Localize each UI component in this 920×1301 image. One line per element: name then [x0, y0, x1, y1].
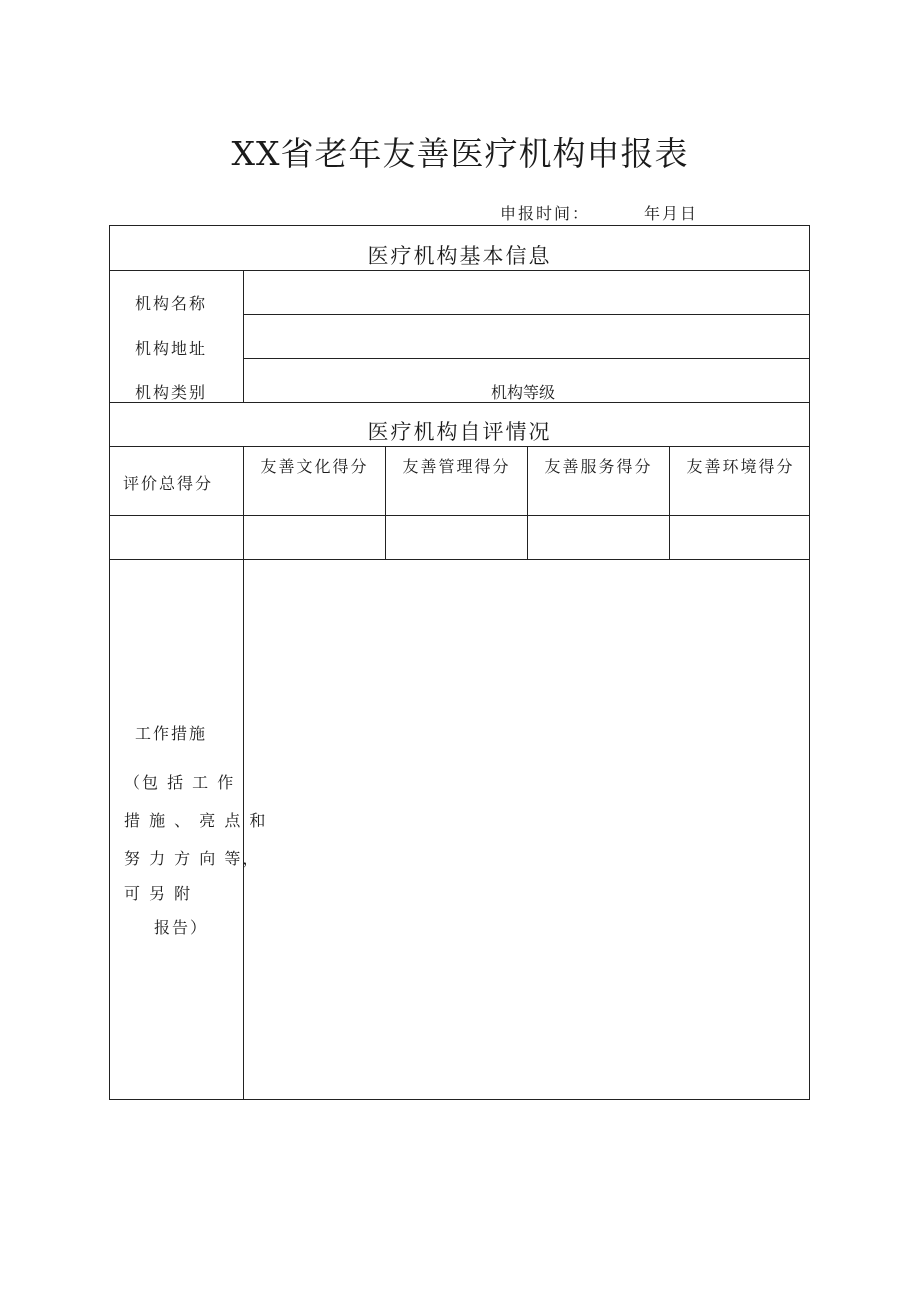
field-label-grade: 机构等级	[491, 383, 556, 402]
field-label-name: 机构名称	[135, 294, 208, 313]
work-measures-label: 工作措施	[135, 724, 208, 743]
note-line: 努 力 方 向 等，	[124, 849, 261, 868]
note-line: 可 另 附	[124, 884, 193, 903]
row-divider	[110, 559, 809, 560]
environment-score-header: 友善环境得分	[686, 457, 795, 476]
date-label: 申报时间：	[500, 204, 591, 223]
row-divider	[110, 270, 809, 271]
column-divider	[243, 270, 244, 402]
declaration-date	[500, 201, 698, 224]
application-form-table	[109, 225, 810, 1100]
total-score-label: 评价总得分	[123, 474, 214, 493]
date-units: 年月日	[644, 204, 699, 223]
work-measures-note	[124, 764, 268, 946]
row-divider	[110, 446, 809, 447]
note-line: 措 施 、 亮 点 和	[124, 811, 268, 830]
note-line: 报告）	[154, 918, 209, 937]
row-divider	[110, 402, 809, 403]
note-line: （包 括 工 作	[124, 773, 236, 792]
service-score-header: 友善服务得分	[544, 457, 653, 476]
culture-score-header: 友善文化得分	[260, 457, 369, 476]
field-label-category: 机构类别	[135, 383, 208, 402]
management-score-header: 友善管理得分	[402, 457, 511, 476]
field-label-address: 机构地址	[135, 339, 208, 358]
self-eval-heading: 医疗机构自评情况	[367, 420, 552, 444]
row-divider	[243, 314, 809, 315]
basic-info-heading: 医疗机构基本信息	[367, 244, 552, 268]
form-title: XX省老年友善医疗机构申报表	[231, 134, 689, 173]
work-measures-input[interactable]	[260, 576, 790, 1076]
row-divider	[243, 358, 809, 359]
row-divider	[110, 515, 809, 516]
